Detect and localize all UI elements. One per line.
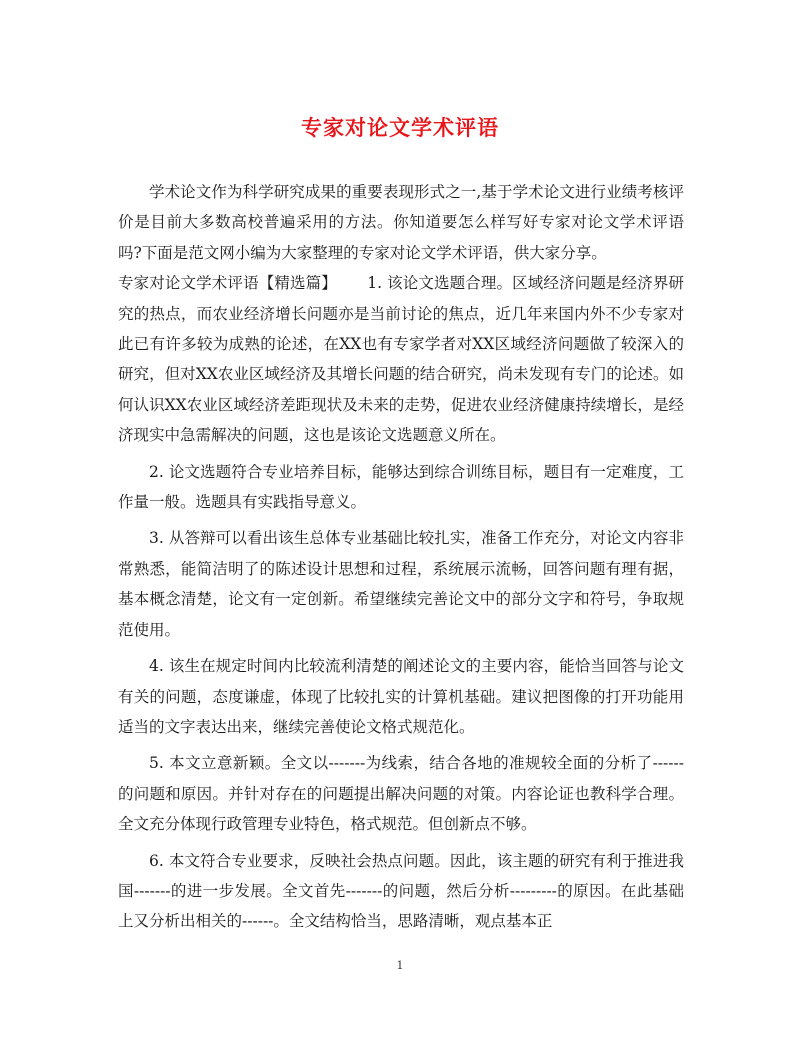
item-5: 5. 本文立意新颖。全文以-------为线索，结合各地的准规较全面的分析了------的问题和原因。并针对存在的问题提出解决问题的对策。内容论证也教科学合理。全文充分体现行政管理专业特色，格式规范。但创新点不够。	[118, 754, 684, 834]
section-heading: 专家对论文学术评语【精选篇】	[118, 274, 337, 293]
section-first-paragraph	[118, 268, 684, 450]
intro-paragraph: 学术论文作为科学研究成果的重要表现形式之一,基于学术论文进行业绩考核评价是目前大多数高校普遍采用的方法。你知道要怎么样写好专家对论文学术评语吗?下面是范文网小编为大家整理的专家对论文学术评语，供大家分享。	[118, 183, 684, 262]
document-title: 专家对论文学术评语	[301, 115, 499, 140]
item-6: 6. 本文符合专业要求，反映社会热点问题。因此，该主题的研究有利于推进我国-------的进一步发展。全文首先-------的问题，然后分析---------的原因。在此基础上又分析出相关的------。全文结构恰当，思路清晰，观点基本正	[118, 851, 684, 931]
item-2: 2. 论文选题符合专业培养目标，能够达到综合训练目标，题目有一定难度，工作量一般。选题具有实践指导意义。	[118, 462, 684, 512]
item-4: 4. 该生在规定时间内比较流利清楚的阐述论文的主要内容，能恰当回答与论文有关的问题，态度谦虚，体现了比较扎实的计算机基础。建议把图像的打开功能用适当的文字表达出来，继续完善使论文格式规范化。	[118, 657, 684, 736]
page-number: 1	[396, 959, 404, 972]
item-3: 3. 从答辩可以看出该生总体专业基础比较扎实，准备工作充分，对论文内容非常熟悉，能简洁明了的陈述设计思想和过程，系统展示流畅，回答问题有理有据，基本概念清楚，论文有一定创新。希望继续完善论文中的部分文字和符号，争取规范使用。	[118, 529, 684, 639]
item-1: 1. 该论文选题合理。区域经济问题是经济界研究的热点，而农业经济增长问题亦是当前讨论的焦点，近几年来国内外不少专家对此已有许多较为成熟的论述，在XX也有专家学者对XX区域经济问题做了较深入的研究，但对XX农业区域经济及其增长问题的结合研究，尚未发现有专门的论述。如何认识XX农业区域经济差距现状及未来的走势，促进农业经济健康持续增长，是经济现实中急需解决的问题，这也是该论文选题意义所在。	[118, 274, 685, 445]
document-body	[118, 177, 684, 937]
